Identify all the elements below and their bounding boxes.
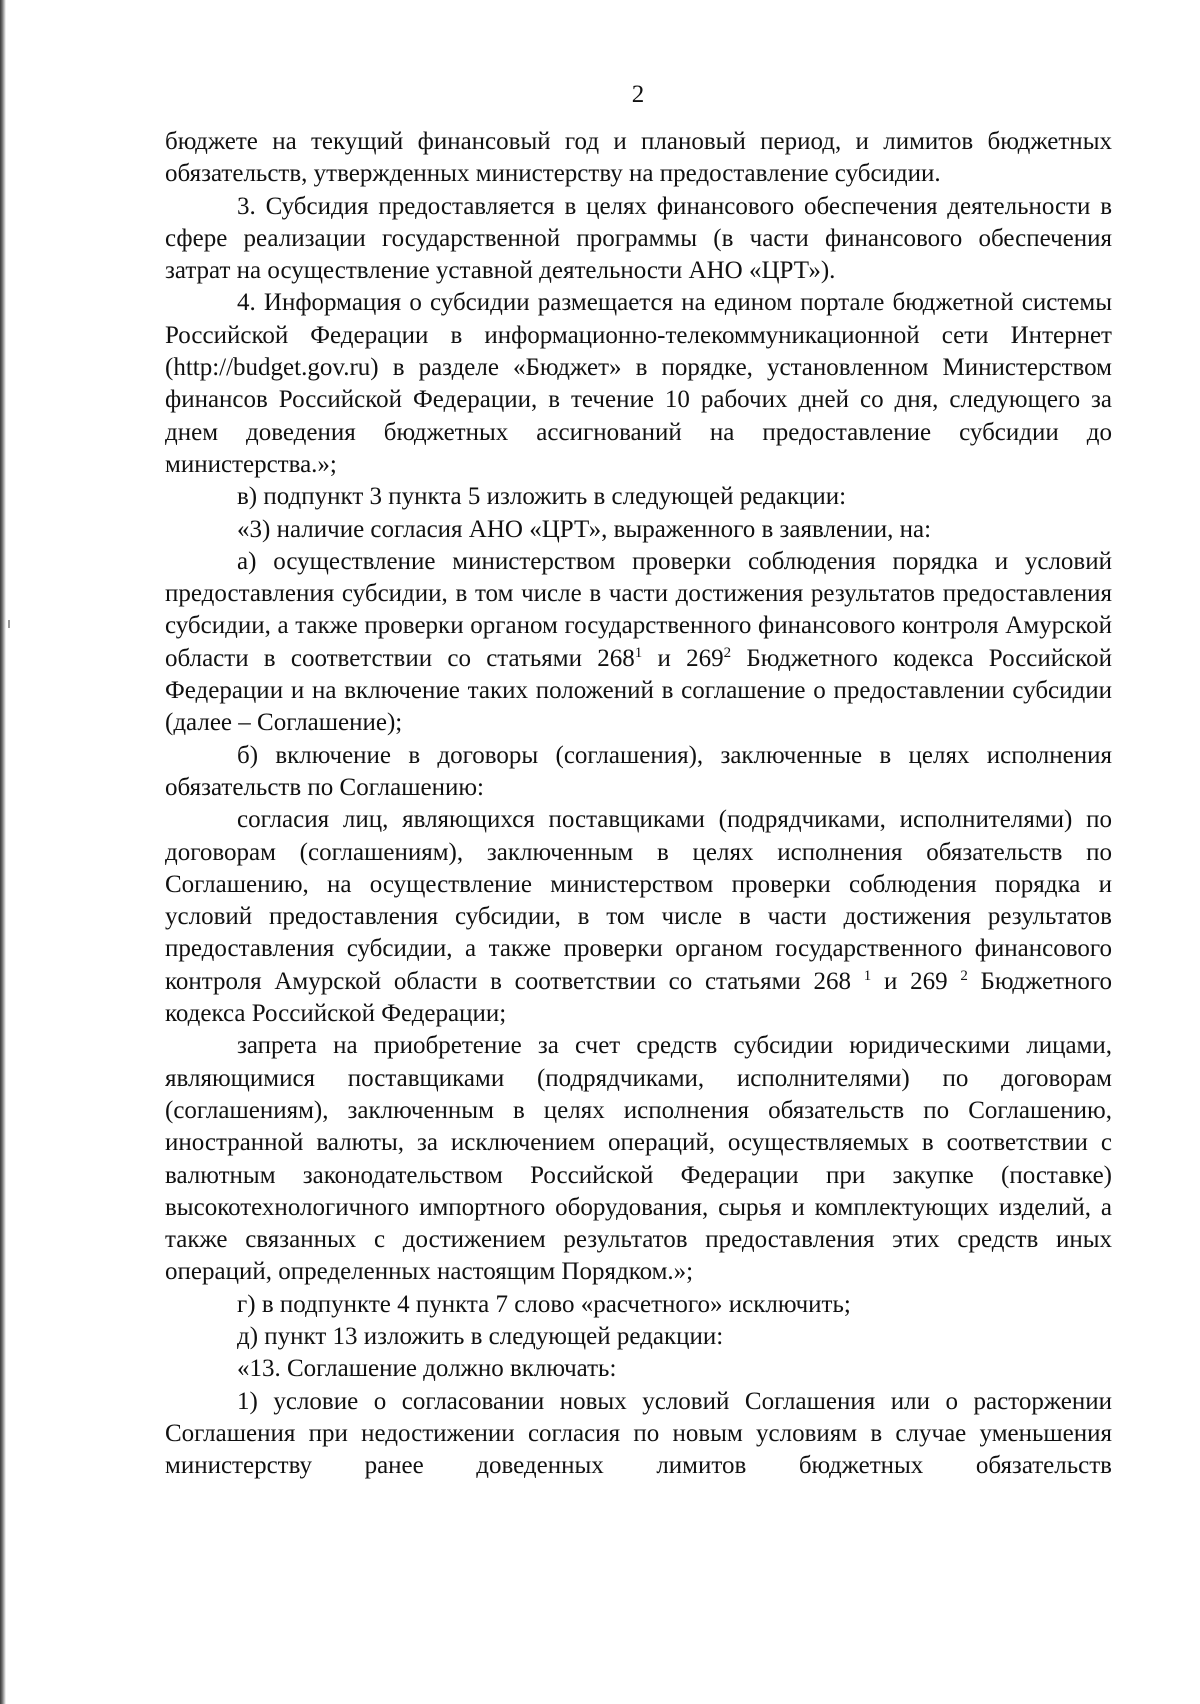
scan-left-edge xyxy=(0,0,6,1704)
text-segment: и 269 xyxy=(871,967,961,995)
paragraph-consent-3: «3) наличие согласия АНО «ЦРТ», выраженного в заявлении, на: xyxy=(237,515,932,543)
superscript: 2 xyxy=(723,644,732,661)
superscript: 1 xyxy=(634,644,643,661)
text-segment: а) осуществление министерством проверки соблюдения порядка и условий предоставления субсидии, в том числе в части достижения результатов предоставления субсидии, а также проверки органом государственного финансового контроля Амурской области в соответствии со статьями 268 xyxy=(165,547,1112,672)
paragraph-item-3: 3. Субсидия предоставляется в целях финансового обеспечения деятельности в сфере реализации государственной программы (в части финансового обеспечения затрат на осуществление уставной деятельности АНО «ЦРТ»). xyxy=(165,192,1112,285)
scan-artifact-mark xyxy=(8,620,10,628)
document-body xyxy=(165,126,1112,1482)
paragraph-subitem-g: г) в подпункте 4 пункта 7 слово «расчетного» исключить; xyxy=(237,1290,851,1318)
paragraph-consent-a xyxy=(165,546,1112,740)
text-segment: Бюджетного кодекса Российской Федерации; xyxy=(165,967,1112,1028)
paragraph-item-4: 4. Информация о субсидии размещается на едином портале бюджетной системы Российской Федерации в информационно-телекоммуникационной сети Интернет (http://budget.gov.ru) в разделе «Бюджет» в порядке, установленном Министерством финансов Российской Федерации, в течение 10 рабочих дней со дня, следующего за днем доведения бюджетных ассигнований на предоставление субсидии до министерства.»; xyxy=(165,289,1112,478)
paragraph-condition-1: 1) условие о согласовании новых условий Соглашения или о расторжении Соглашения при недостижении согласия по новым условиям в случае уменьшения министерству ранее доведенных лимитов бюджетных обязательств xyxy=(165,1387,1112,1480)
paragraph-subitem-v: в) подпункт 3 пункта 5 изложить в следующей редакции: xyxy=(237,483,847,511)
superscript: 1 xyxy=(863,967,872,984)
text-segment: согласия лиц, являющихся поставщиками (подрядчиками, исполнителями) по договорам (соглашениям), заключенным в целях исполнения обязательств по Соглашению, на осуществление министерством проверки соблюдения порядка и условий предоставления субсидии, в том числе в части достижения результатов предоставления субсидии, а также проверки органом государственного финансового контроля Амурской области в соответствии со статьями 268 xyxy=(165,806,1112,995)
superscript: 2 xyxy=(960,967,968,984)
paragraph-item-13: «13. Соглашение должно включать: xyxy=(237,1355,617,1383)
text-segment: и 269 xyxy=(642,644,724,672)
page-number: 2 xyxy=(631,81,645,108)
paragraph-suppliers-consent xyxy=(165,804,1112,1030)
paragraph-subitem-d: д) пункт 13 изложить в следующей редакции: xyxy=(237,1322,724,1350)
paragraph-consent-b: б) включение в договоры (соглашения), заключенные в целях исполнения обязательств по Соглашению: xyxy=(165,741,1112,801)
text-segment: Бюджетного кодекса Российской Федерации и на включение таких положений в соглашение о предоставлении субсидии (далее – Соглашение); xyxy=(165,644,1113,737)
paragraph-currency-prohibition: запрета на приобретение за счет средств субсидии юридическими лицами, являющимися поставщиками (подрядчиками, исполнителями) по договорам (соглашениям), заключенным в целях исполнения обязательств по Соглашению, иностранной валюты, за исключением операций, осуществляемых в соответствии с валютным законодательством Российской Федерации при закупке (поставке) высокотехнологичного импортного оборудования, сырья и комплектующих изделий, а также связанных с достижением результатов предоставления этих средств иных операций, определенных настоящим Порядком.»; xyxy=(165,1032,1112,1286)
paragraph-budget-continuation: бюджете на текущий финансовый год и плановый период, и лимитов бюджетных обязательств, утвержденных министерству на предоставление субсидии. xyxy=(165,128,1112,188)
